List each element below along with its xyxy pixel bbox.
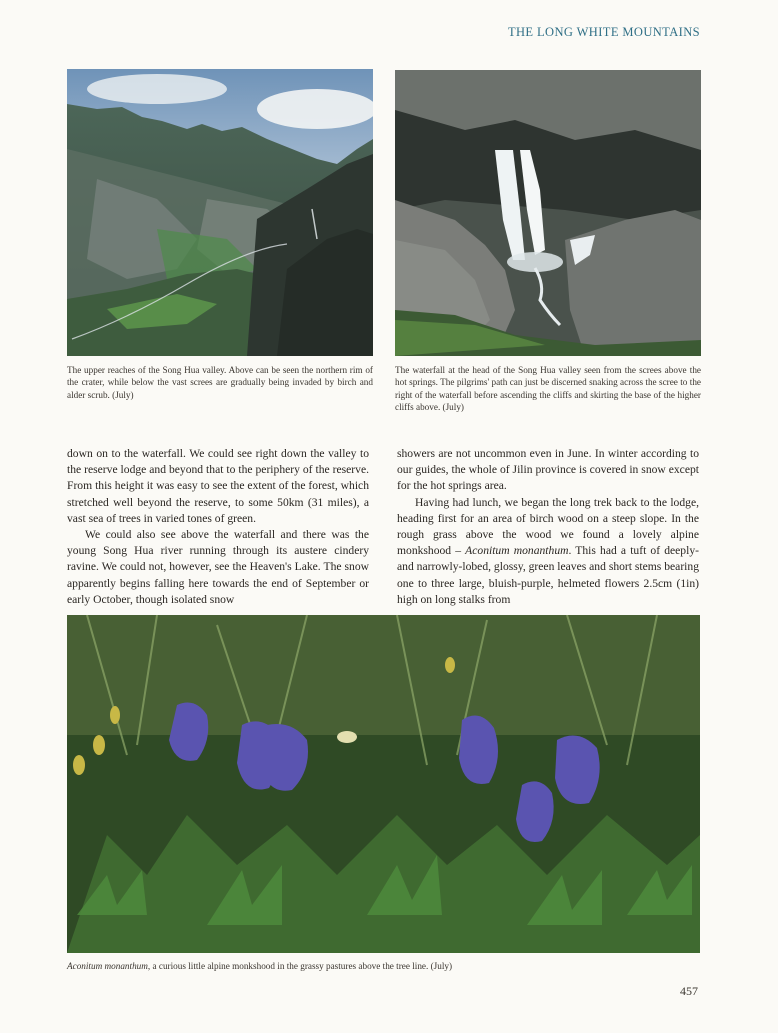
valley-photo (67, 69, 373, 356)
body-text: Having had lunch, we began the long trek back to the lodge, heading first for an area of birch wood on a steep slope. In the rough grass above the wood we found a lovely alpine monkshood – (397, 495, 699, 558)
body-paragraph: down on to the waterfall. We could see right down the valley to the reserve lodge and beyond that to the periphery of the reserve. From this height it was easy to see the extent of the forest, which stretched well beyond the reserve, to some 50km (31 miles), a vast sea of trees in varied tones of green. (67, 447, 369, 525)
species-name: Aconitum monanthum (465, 544, 569, 558)
monkshood-photo (67, 615, 700, 953)
body-paragraph: We could also see above the waterfall and there was the young Song Hua river running through its austere cindery ravine. We could not, however, see the Heaven's Lake. The snow apparently begins falling here towards the end of September or early October, though isolated snow (67, 528, 369, 606)
waterfall-photo (395, 70, 701, 356)
waterfall-photo-caption: The waterfall at the head of the Song Hua valley seen from the screes above the hot springs. The pilgrims' path can just be discerned snaking across the scree to the right of the waterfall before ascending the cliffs and skirting the base of the higher cliffs above. (July) (395, 365, 701, 413)
monkshood-photo-caption (67, 960, 700, 972)
body-column-right (397, 446, 699, 608)
body-text: . This had a tuft of deeply- and narrowly-lobed, glossy, green leaves and short stems bearing one to three large, bluish-purple, helmeted flowers 2.5cm (1in) high on long stalks from (397, 544, 699, 606)
valley-photo-caption: The upper reaches of the Song Hua valley. Above can be seen the northern rim of the crater, while below the vast screes are gradually being invaded by birch and alder scrub. (July) (67, 365, 373, 400)
caption-text: , a curious little alpine monkshood in the grassy pastures above the tree line. (July) (147, 961, 453, 971)
body-paragraph: showers are not uncommon even in June. In winter according to our guides, the whole of Jilin province is covered in snow except for the hot springs area. (397, 447, 699, 493)
running-head: THE LONG WHITE MOUNTAINS (507, 25, 700, 39)
body-paragraph (397, 495, 699, 608)
body-column-left (67, 446, 369, 608)
caption-species-name: Aconitum monanthum (67, 961, 148, 971)
page-number: 457 (680, 984, 698, 998)
